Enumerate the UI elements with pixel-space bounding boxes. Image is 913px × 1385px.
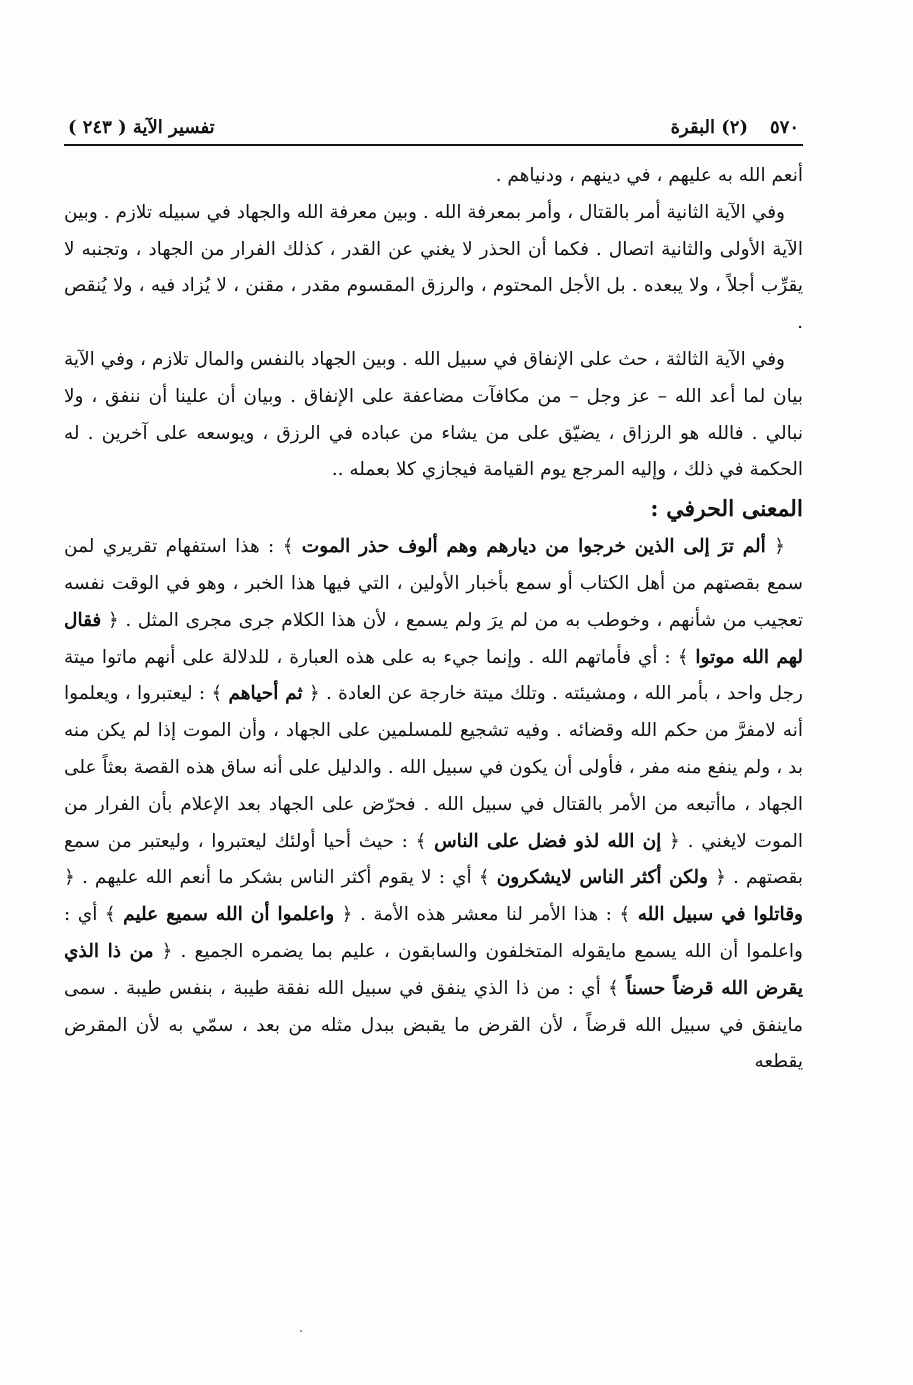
quran-bracket: ﴿ xyxy=(334,904,353,926)
quran-bracket: ﴾ xyxy=(677,646,696,668)
quran-bracket: ﴿ xyxy=(708,867,726,889)
quran-verse: إن الله لذو فضل على الناس xyxy=(434,830,662,852)
quran-verse: فقال لهم الله موتوا xyxy=(64,609,803,668)
quran-bracket: ﴿ xyxy=(302,683,320,705)
quran-bracket: ﴾ xyxy=(415,830,435,852)
page-number: ٥٧٠ xyxy=(769,117,799,138)
quran-verse: واعلموا أن الله سميع عليم xyxy=(123,904,335,926)
meaning-paragraph xyxy=(64,529,803,1081)
quran-verse: ألم ترَ إلى الذين خرجوا من ديارهم وهم ألوف حذر الموت xyxy=(301,536,766,558)
quran-bracket: ﴾ xyxy=(478,867,497,889)
paragraphs xyxy=(64,158,803,489)
quran-verse: ثم أحياهم xyxy=(228,683,303,705)
text-run: : حيث أحيا أولئك ليعتبروا ، وليعتبر من سمع بقصتهم . xyxy=(64,830,803,889)
header-title: تفسير الآية ( ٢٤٣ ) xyxy=(68,117,215,138)
quran-bracket: ﴿ xyxy=(765,536,785,558)
quran-bracket: ﴿ xyxy=(661,830,680,852)
surah-name: (٢) البقرة xyxy=(670,117,748,138)
text-run: وفي الآية الثانية أمر بالقتال ، وأمر بمعرفة الله . وبين معرفة الله والجهاد في سبيله تلازم . وبين الآية الأولى والثانية اتصال . فكما أن الحذر لا يغني عن القدر ، كذلك الفرار من الجهاد ، وتجنبه لا يقرِّب أجلاً ، ولا يبعده . بل الأجل المحتوم ، والرزق المقسوم مقدر ، مقنن ، لا يُزاد فيه ، ولا يُنقص . xyxy=(64,201,803,334)
text-run: أي : واعلموا أن الله يسمع مايقوله المتخلفون والسابقون ، عليم بما يضمره الجميع . xyxy=(64,904,803,962)
text-run: : أي فأماتهم الله . وإنما جيء به على هذه العبارة ، للدلالة على أنهم ماتوا ميتة رجل واحد ، بأمر الله ، ومشيئته . وتلك ميتة خارجة عن العادة . xyxy=(64,646,803,705)
quran-bracket: ﴾ xyxy=(282,536,302,558)
quran-bracket: ﴿ xyxy=(101,609,119,631)
quran-verse: ولكن أكثر الناس لايشكرون xyxy=(496,867,708,889)
quran-verse: وقاتلوا في سبيل الله xyxy=(637,904,803,926)
quran-bracket: ﴿ xyxy=(64,867,75,889)
page-content xyxy=(64,158,803,1081)
text-run: أنعم الله به عليهم ، في دينهم ، ودنياهم . xyxy=(495,165,803,186)
paragraph xyxy=(64,342,803,489)
section-title: المعنى الحرفي : xyxy=(650,496,803,523)
quran-bracket: ﴾ xyxy=(619,904,638,926)
quran-bracket: ﴾ xyxy=(608,977,627,999)
quran-bracket: ﴾ xyxy=(104,904,124,926)
quran-bracket: ﴿ xyxy=(153,940,173,962)
text-run: : هذا استفهام تقريري لمن سمع بقصتهم من أهل الكتاب أو سمع بأخبار الأولين ، التي فيها هذا الخبر ، وهو في الوقت نفسه تعجيب من شأنهم ، وخوطب به من لم يرَ ولم يسمع ، لأن هذا الكلام جرى مجرى المثل . xyxy=(64,536,803,631)
quran-bracket: ﴾ xyxy=(211,683,229,705)
page-header xyxy=(64,108,803,146)
text-run: وفي الآية الثالثة ، حث على الإنفاق في سبيل الله . وبين الجهاد بالنفس والمال تلازم ، وفي الآية بيان لما أعد الله – عز وجل – من مكافآت مضاعفة على الإنفاق . وبيان أن علينا أن ننفق ، ولا نبالي . فالله هو الرزاق ، يضيّق على من يشاء من عباده في الرزق ، ويوسعه على آخرين . له الحكمة في ذلك ، وإليه المرجع يوم القيامة فيجازي كلا بعمله .. xyxy=(64,348,803,481)
quran-verse: من ذا الذي يقرض الله قرضاً حسناً xyxy=(64,940,803,999)
text-run: أي : من ذا الذي ينفق في سبيل الله نفقة طيبة ، بنفس طيبة . سمى ماينفق في سبيل الله قرضاً ، لأن القرض ما يقبض ببدل مثله من بعد ، سمّي به لأن المقرض يقطعه xyxy=(64,977,803,1073)
text-run: : هذا الأمر لنا معشر هذه الأمة . xyxy=(352,904,620,926)
header-right xyxy=(671,117,799,138)
paragraph xyxy=(64,158,803,195)
paragraph xyxy=(64,195,803,342)
text-run: : ليعتبروا ، ويعلموا أنه لامفرَّ من حكم الله وقضائه . وفيه تشجيع للمسلمين على الجهاد ، وأن الموت إذا لم يكن منه بد ، ولم ينفع منه مفر ، فأولى أن يكون في سبيل الله . والدليل على أنه ساق هذه القصة بعثاً على الجهاد ، ماأتبعه من الأمر بالقتال في سبيل الله . فحرّض على الجهاد بعد الإعلام بأن الفرار من الموت لايغني . xyxy=(64,683,803,852)
text-run: أي : لا يقوم أكثر الناس بشكر ما أنعم الله عليهم . xyxy=(74,867,479,889)
scan-speck xyxy=(300,1330,302,1332)
